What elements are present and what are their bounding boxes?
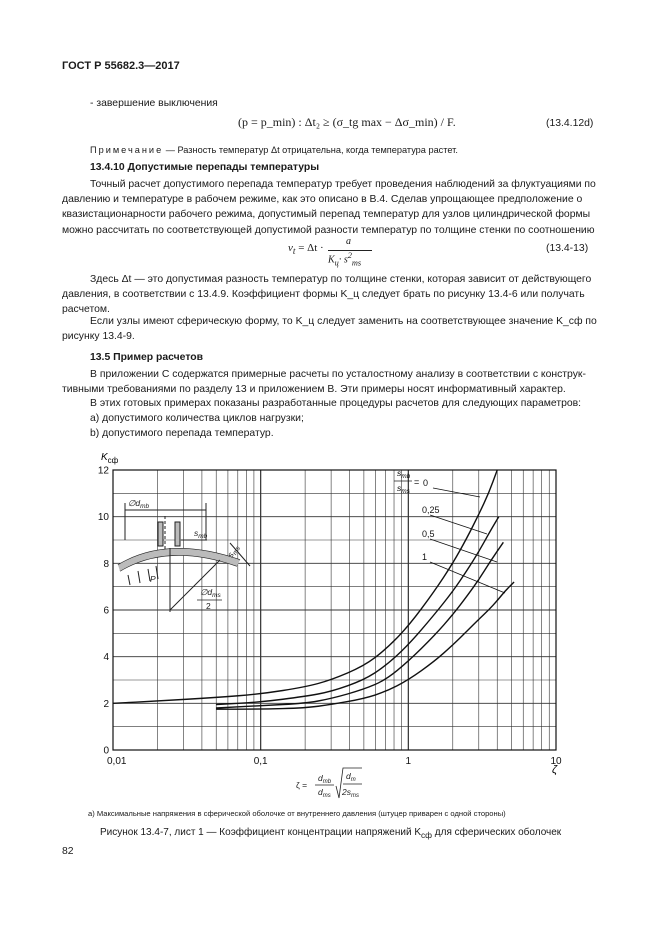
chart-curves xyxy=(113,470,514,709)
formula-s-sup: 2 xyxy=(347,251,352,260)
figure-caption-main: Рисунок 13.4-7, лист 1 — Коэффициент концентрации напряжений K xyxy=(100,827,421,838)
series-leader-3 xyxy=(430,562,505,593)
section-13-5-para1: В приложении C содержатся примерные расчеты по усталостному анализу в соответствии с конструктивными требованиями по разделу 13 и приложением B. Эти примеры носят информативный характер. xyxy=(62,369,586,396)
formula-d2: $2s_{ms}$ xyxy=(342,787,359,799)
legend-equals: = xyxy=(414,477,420,487)
legend-header xyxy=(394,468,419,495)
formula-13-4-13-number: (13.4-13) xyxy=(546,243,589,254)
y-tick-label: 4 xyxy=(103,652,109,664)
inset-p: P xyxy=(150,574,156,584)
nozzle-wall-right xyxy=(175,522,180,546)
inset-two: 2 xyxy=(206,601,211,611)
y-axis-label-k: K xyxy=(101,452,108,463)
series-line-2 xyxy=(216,542,503,708)
formula-k: K xyxy=(328,254,335,266)
legend-smb: $s_{mb}$ xyxy=(397,468,411,480)
figure-caption-tail: для сферических оболочек xyxy=(432,827,562,838)
note-label: Примечание xyxy=(90,145,164,155)
formula-n1: $d_{mb}$ xyxy=(318,773,332,785)
legend-sms: $s_{ms}$ xyxy=(397,483,410,495)
series-label-0: 0 xyxy=(423,478,429,488)
shell-fill xyxy=(118,549,240,571)
y-tick-label: 6 xyxy=(103,605,109,617)
section-13-4-10-para3: Если узлы имеют сферическую форму, то K_ц следует заменить на соответствующее значение K_сф по рисунку 13.4-9. xyxy=(62,316,597,343)
section-13-5-para2: В этих готовых примерах показаны разработанные процедуры расчетов для следующих параметров: xyxy=(90,398,582,409)
list-item-b: b) допустимого перепада температур. xyxy=(90,428,274,439)
formula-v: v xyxy=(288,242,293,254)
figure-caption xyxy=(100,827,561,840)
figure-subcaption: a) Максимальные напряжения в сферической оболочке от внутреннего давления (штуцер приварен с одной стороны) xyxy=(88,809,506,818)
section-13-5-heading: 13.5 Пример расчетов xyxy=(90,352,204,363)
chart-grid xyxy=(113,470,556,750)
document-header: ГОСТ Р 55682.3—2017 xyxy=(62,60,180,72)
inset-dmb: $\emptyset d_{mb}$ xyxy=(128,498,150,510)
shutdown-formula-number: (13.4.12d) xyxy=(546,118,594,129)
section-13-4-10-para1: Точный расчет допустимого перепада температур требует проведения наблюдений за флуктуациями по давлению и температуре в рабочем режиме, как это описано в B.4. Сделав упрощающее предположение о квазистационарности рабочего режима, допустимый перепад температур для узлов цилиндрической формы можно рассчитать по соответствующей допустимой разности температур по толщине стенки по соотношению xyxy=(62,179,596,236)
formula-n2: $d_m$ xyxy=(346,771,356,783)
section-13-4-10-para2: Здесь Δt — это допустимая разность температур по толщине стенки, которая зависит от действующего давления, в соответствии с 13.4.9. Коэффициент формы K_ц следует брать по рисунку 13.4-6 или получать расчетом. xyxy=(62,274,592,316)
series-leader-0 xyxy=(433,488,480,497)
formula-zeta: ζ = xyxy=(296,780,308,790)
series-label-3: 1 xyxy=(422,552,428,562)
series-label-2: 0,5 xyxy=(422,529,435,539)
formula-v-sub: t xyxy=(292,246,296,257)
pressure-arrow-2 xyxy=(138,571,140,583)
series-leader-1 xyxy=(430,515,487,534)
y-tick-label: 10 xyxy=(97,512,109,524)
y-tick-label: 8 xyxy=(103,558,109,570)
series-label-1: 0,25 xyxy=(422,505,440,515)
x-axis-symbol: ζ xyxy=(552,764,558,776)
formula-s-sub: ms xyxy=(351,258,362,268)
pressure-arrow-1 xyxy=(128,575,130,585)
formula-numerator: a xyxy=(346,236,351,247)
dim-dms-line xyxy=(170,560,220,610)
list-item-a: a) допустимого количества циклов нагрузки; xyxy=(90,413,304,424)
section-13-4-10-heading: 13.4.10 Допустимые перепады температуры xyxy=(90,162,320,173)
formula-s: · s xyxy=(338,254,348,266)
y-tick-label: 12 xyxy=(97,465,109,477)
y-tick-label: 0 xyxy=(103,745,109,757)
x-axis-formula xyxy=(296,768,362,799)
shutdown-formula: (p = p_min) : Δt₂ ≥ (σ_tg max − Δσ_min) / F. xyxy=(238,115,456,129)
formula-k-sub: ц xyxy=(334,258,339,268)
x-tick-label: 0,1 xyxy=(253,756,268,767)
y-tick-label: 2 xyxy=(103,698,109,710)
series-leader-2 xyxy=(430,539,497,562)
nozzle-wall-left xyxy=(158,522,163,546)
formula-dt: = Δt · xyxy=(295,242,324,254)
formula-d1: $d_{ms}$ xyxy=(318,787,331,799)
figure-caption-sub: сф xyxy=(421,830,433,840)
page-number: 82 xyxy=(62,846,74,857)
inset-smb: $s_{mb}$ xyxy=(194,528,208,540)
x-tick-label: 0,01 xyxy=(107,756,127,767)
y-axis-label-sub: сф xyxy=(107,456,119,465)
chart-ticks xyxy=(98,466,562,768)
y-axis-label xyxy=(101,452,119,465)
shutdown-label: - завершение выключения xyxy=(90,98,218,109)
note-text: — Разность температур Δt отрицательна, когда температура растет. xyxy=(163,145,458,155)
x-tick-label: 10 xyxy=(550,756,562,767)
x-tick-label: 1 xyxy=(405,756,412,767)
inset-dms: $\emptyset d_{ms}$ xyxy=(200,587,221,599)
inset-sms: $s_{ms}$ xyxy=(225,545,242,559)
